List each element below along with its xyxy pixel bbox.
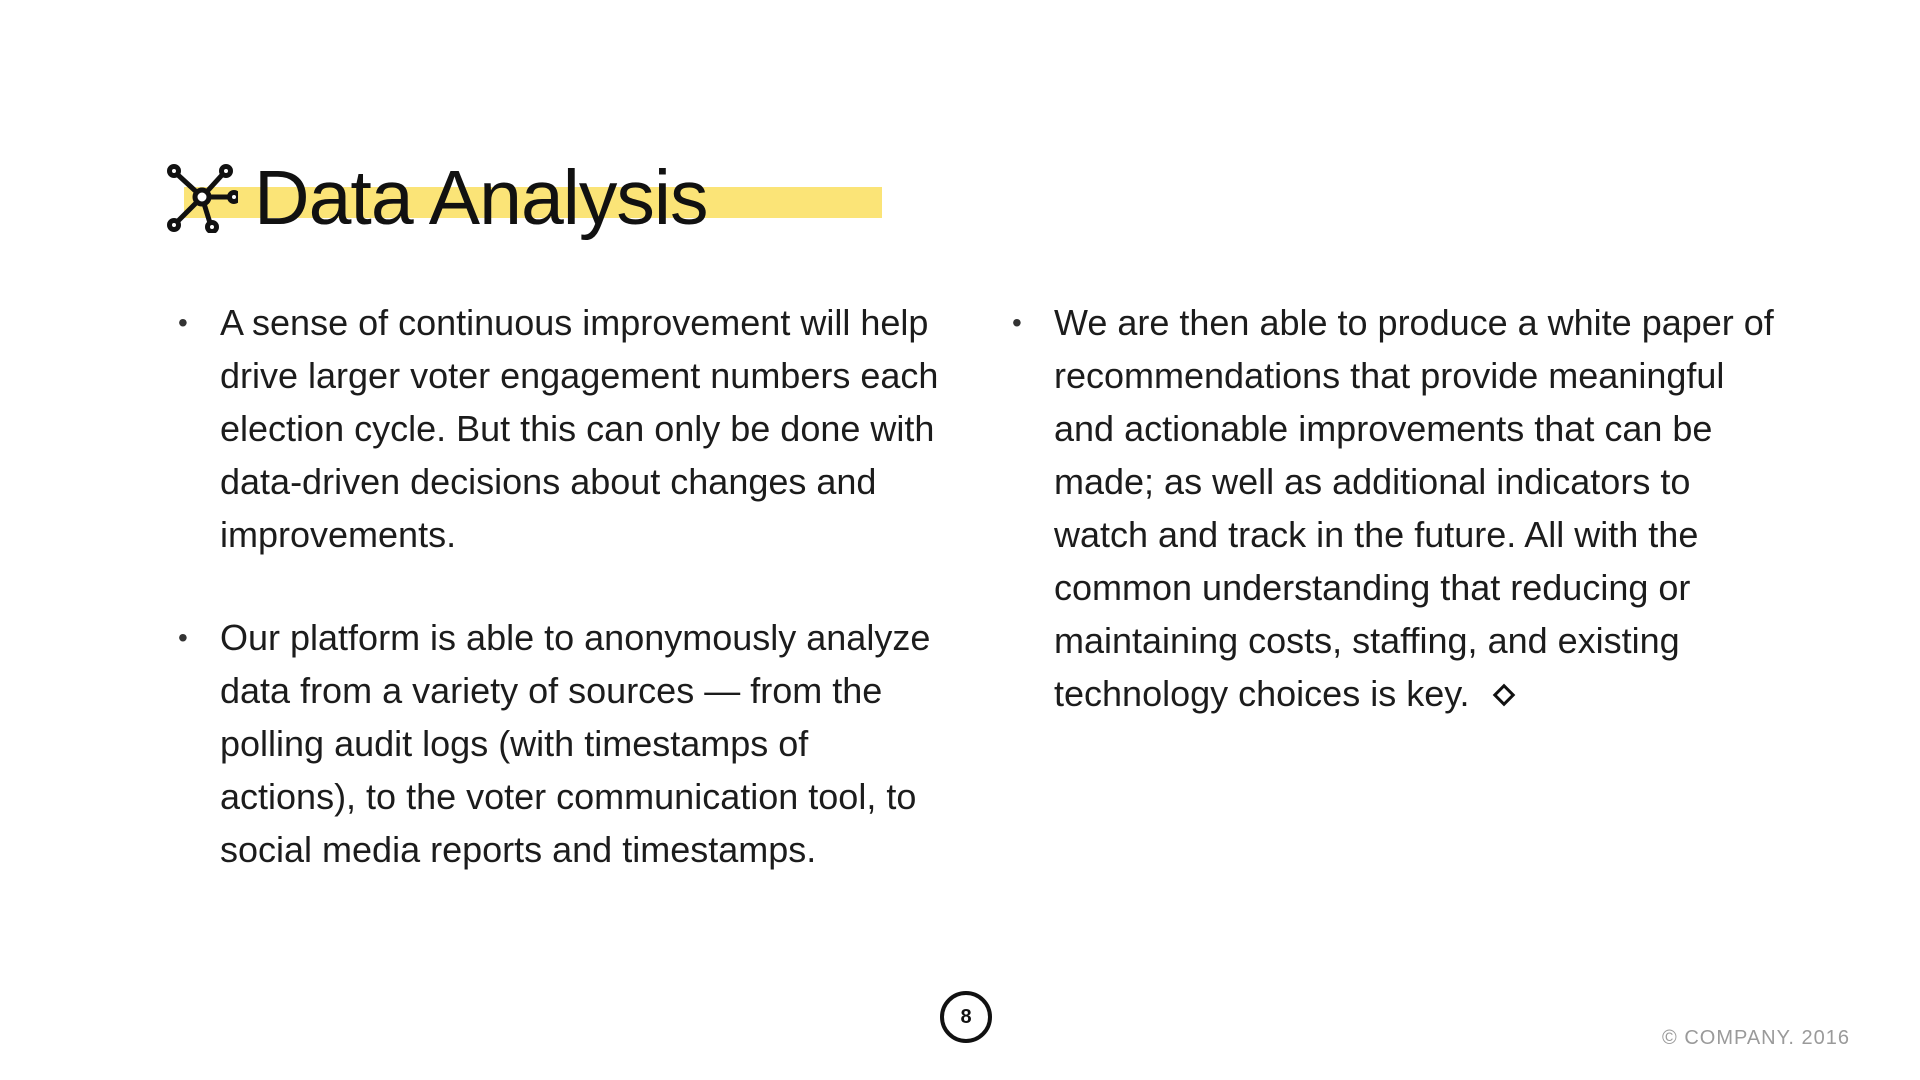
page-number-badge: 8 [940,991,992,1043]
list-item [1012,296,1782,720]
bullet-text: We are then able to produce a white paper of recommendations that provide meaningful and actionable improvements that can be made; as well as additional indicators to watch and track in the future. All with the common understanding that reducing or maintaining costs, staffing, and existing technology choices is key. [1054,302,1774,714]
list-item [178,296,948,561]
diamond-outline-icon [1492,684,1515,707]
bullet-marker: • [1012,307,1022,338]
bullet-text: A sense of continuous improvement will help drive larger voter engagement numbers each election cycle. But this can only be done with data-driven decisions about changes and improvements. [220,302,939,555]
bullet-marker: • [178,307,188,338]
list-item [178,611,948,876]
network-nodes-icon [166,163,238,233]
copyright-text: © COMPANY. 2016 [1662,1027,1850,1049]
title-block [166,150,708,246]
left-column [178,296,948,926]
bullet-text: Our platform is able to anonymously analyze data from a variety of sources — from the polling audit logs (with timestamps of actions), to the voter communication tool, to social media reports and timestamps. [220,617,931,870]
right-column [1012,296,1782,770]
bullet-marker: • [178,622,188,653]
page-title: Data Analysis [254,154,708,241]
